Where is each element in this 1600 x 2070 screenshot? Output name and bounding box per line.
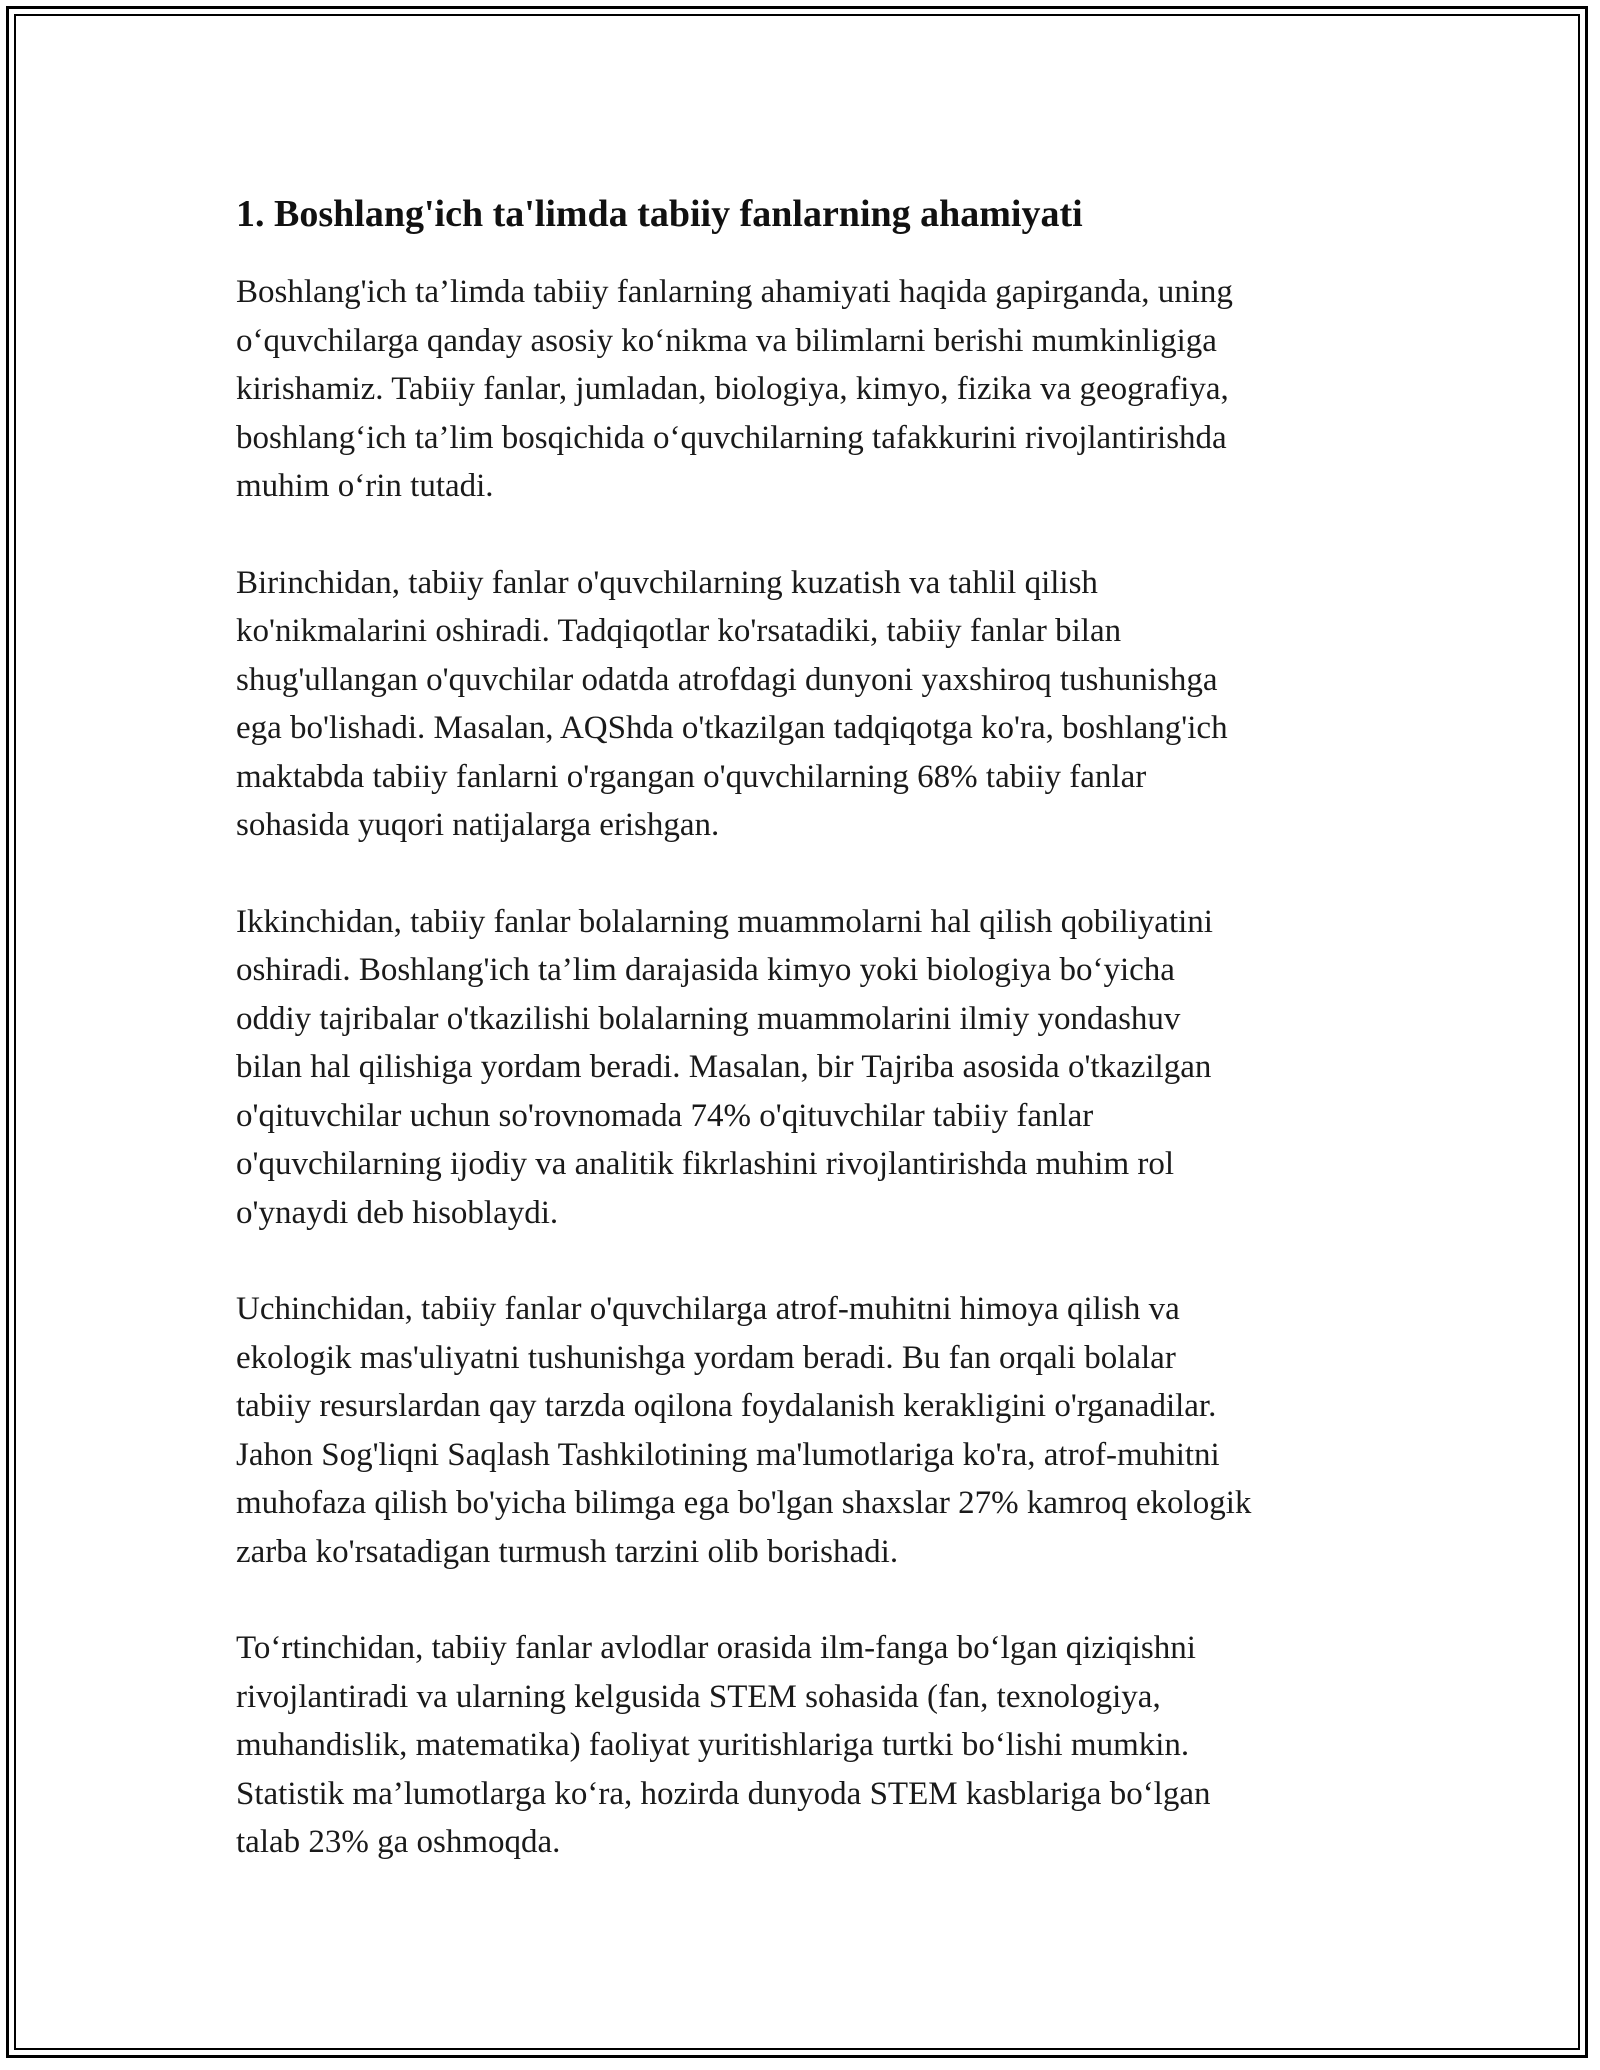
paragraph-line: ega bo'lishadi. Masalan, AQShda o'tkazilgan tadqiqotga ko'ra, boshlang'ich <box>236 710 1228 746</box>
paragraph-line: o‘quvchilarga qanday asosiy ko‘nikma va bilimlarni berishi mumkinligiga <box>236 322 1217 359</box>
paragraph-line: Jahon Sog'liqni Saqlash Tashkilotining ma'lumotlariga ko'ra, atrof-muhitni <box>236 1436 1220 1473</box>
paragraphs-container <box>236 268 1376 1867</box>
paragraph-line: ko'nikmalarini oshiradi. Tadqiqotlar ko'rsatadiki, tabiiy fanlar bilan <box>236 613 1122 649</box>
paragraph-line: Statistik ma’lumotlarga ko‘ra, hozirda dunyoda STEM kasblariga bo‘lgan <box>236 1775 1211 1812</box>
paragraph-line: Birinchidan, tabiiy fanlar o'quvchilarning kuzatish va tahlil qilish <box>236 564 1098 601</box>
paragraph-line: ekologik mas'uliyatni tushunishga yordam beradi. Bu fan orqali bolalar <box>236 1339 1176 1376</box>
paragraph <box>236 1285 1376 1576</box>
document-body <box>236 186 1376 1915</box>
paragraph-line: Uchinchidan, tabiiy fanlar o'quvchilarga atrof-muhitni himoya qilish va <box>236 1291 1180 1327</box>
paragraph <box>236 559 1376 850</box>
paragraph-line: oshiradi. Boshlang'ich ta’lim darajasida kimyo yoki biologiya bo‘yicha <box>236 952 1175 988</box>
paragraph-line: rivojlantiradi va ularning kelgusida STEM sohasida (fan, texnologiya, <box>236 1678 1161 1715</box>
paragraph <box>236 898 1376 1238</box>
paragraph-line: maktabda tabiiy fanlarni o'rgangan o'quvchilarning 68% tabiiy fanlar <box>236 758 1147 795</box>
section-heading: 1. Boshlang'ich ta'limda tabiiy fanlarning ahamiyati <box>236 193 1083 235</box>
paragraph-line: o'ynaydi deb hisoblaydi. <box>236 1194 559 1231</box>
paragraph-line: boshlang‘ich ta’lim bosqichida o‘quvchilarning tafakkurini rivojlantirishda <box>236 419 1227 456</box>
paragraph-line: shug'ullangan o'quvchilar odatda atrofdagi dunyoni yaxshiroq tushunishga <box>236 661 1218 698</box>
paragraph-line: o'quvchilarning ijodiy va analitik fikrlashini rivojlantirishda muhim rol <box>236 1146 1175 1182</box>
paragraph <box>236 1624 1376 1867</box>
paragraph-line: kirishamiz. Tabiiy fanlar, jumladan, biologiya, kimyo, fizika va geografiya, <box>236 371 1229 407</box>
paragraph-line: muhandislik, matematika) faoliyat yuritishlariga turtki bo‘lishi mumkin. <box>236 1727 1190 1763</box>
paragraph-line: tabiiy resurslardan qay tarzda oqilona foydalanish kerakligini o'rganadilar. <box>236 1388 1217 1424</box>
paragraph-line: talab 23% ga oshmoqda. <box>236 1824 561 1860</box>
paragraph-line: Ikkinchidan, tabiiy fanlar bolalarning muammolarni hal qilish qobiliyatini <box>236 903 1213 940</box>
paragraph-line: Boshlang'ich ta’limda tabiiy fanlarning ahamiyati haqida gapirganda, uning <box>236 274 1233 310</box>
paragraph-line: oddiy tajribalar o'tkazilishi bolalarning muammolarini ilmiy yondashuv <box>236 1000 1181 1037</box>
paragraph <box>236 268 1376 511</box>
paragraph-line: To‘rtinchidan, tabiiy fanlar avlodlar orasida ilm-fanga bo‘lgan qiziqishni <box>236 1630 1196 1666</box>
paragraph-line: zarba ko'rsatadigan turmush tarzini olib borishadi. <box>236 1533 899 1570</box>
paragraph-line: muhofaza qilish bo'yicha bilimga ega bo'lgan shaxslar 27% kamroq ekologik <box>236 1485 1252 1521</box>
paragraph-line: o'qituvchilar uchun so'rovnomada 74% o'qituvchilar tabiiy fanlar <box>236 1097 1094 1134</box>
paragraph-line: bilan hal qilishiga yordam beradi. Masalan, bir Tajriba asosida o'tkazilgan <box>236 1049 1212 1085</box>
paragraph-line: sohasida yuqori natijalarga erishgan. <box>236 807 720 843</box>
paragraph-line: muhim o‘rin tutadi. <box>236 468 494 504</box>
